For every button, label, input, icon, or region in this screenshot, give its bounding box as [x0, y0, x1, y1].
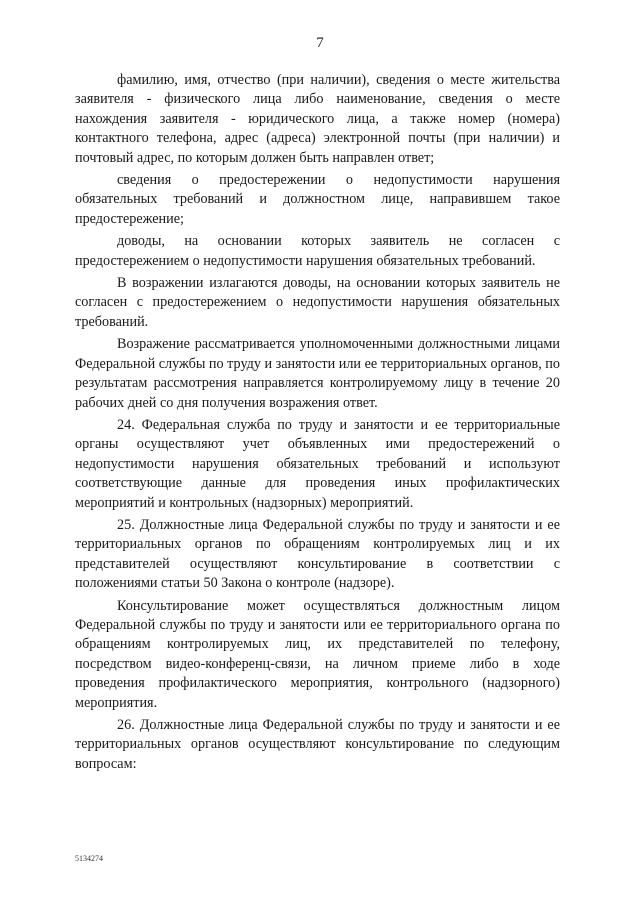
document-body	[75, 71, 560, 774]
paragraph-arguments: доводы, на основании которых заявитель не согласен с предостережением о недопустимости нарушения обязательных требований.	[75, 233, 560, 269]
paragraph-objection-contents: В возражении излагаются доводы, на основании которых заявитель не согласен с предостережением о недопустимости нарушения обязательных требований.	[75, 275, 560, 330]
paragraph-objection-review: Возражение рассматривается уполномоченными должностными лицами Федеральной службы по труду и занятости или ее территориальных органов, по результатам рассмотрения направляется контролируемому лицу в течение 20 рабочих дней со дня получения возражения ответ.	[75, 336, 560, 411]
paragraph-clause-25: 25. Должностные лица Федеральной службы по труду и занятости и ее территориальных органов по обращениям контролируемых лиц и их представителей осуществляют консультирование в соответствии с положениями статьи 50 Закона о контроле (надзоре).	[75, 516, 560, 592]
paragraph-consultation-methods: Консультирование может осуществляться должностным лицом Федеральной службы по труду и занятости или ее территориального органа по обращениям контролируемых лиц, их представителей по телефону, посредством видео-конференц-связи, на личном приеме либо в ходе проведения профилактического мероприятия, контрольного (надзорного) мероприятия.	[75, 597, 560, 711]
paragraph-warning-details: сведения о предостережении о недопустимости нарушения обязательных требований и должностном лице, направившем такое предостережение;	[75, 172, 560, 227]
page-number: 7	[316, 35, 324, 51]
paragraph-clause-24: 24. Федеральная служба по труду и занятости и ее территориальные органы осуществляют учет объявленных ими предостережений о недопустимости нарушения обязательных требований и используют соответствующие данные для проведения иных профилактических мероприятий и контрольных (надзорных) мероприятий.	[75, 416, 560, 511]
paragraph-clause-26: 26. Должностные лица Федеральной службы по труду и занятости и ее территориальных органов осуществляют консультирование по следующим вопросам:	[75, 717, 560, 772]
paragraph-applicant-details: фамилию, имя, отчество (при наличии), сведения о месте жительства заявителя - физического лица либо наименование, сведения о месте нахождения заявителя - юридического лица, а также номер (номера) контактного телефона, адрес (адреса) электронной почты (при наличии) и почтовый адрес, по которым должен быть направлен ответ;	[75, 72, 560, 166]
document-code: 5134274	[75, 854, 103, 863]
